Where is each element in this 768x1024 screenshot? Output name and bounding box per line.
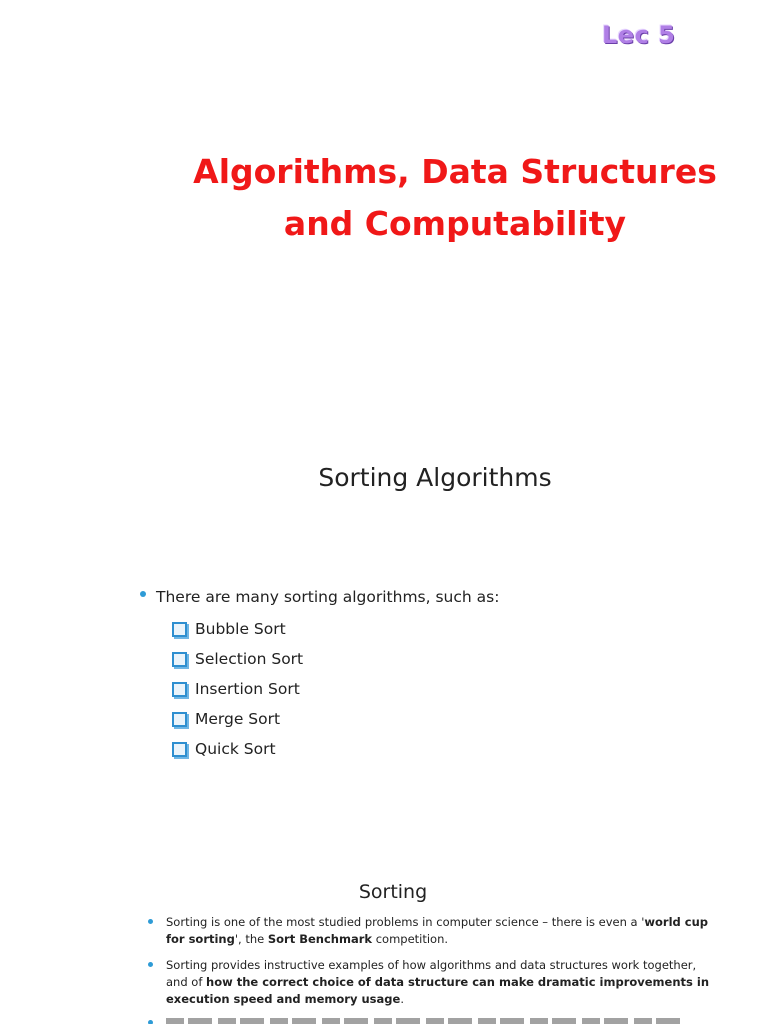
paragraph-list bbox=[148, 914, 718, 1017]
paragraph-text: . bbox=[400, 992, 404, 1006]
bullet-dot-icon bbox=[148, 962, 153, 967]
cut-off-paragraph bbox=[148, 1016, 708, 1024]
bullet-dot-icon bbox=[140, 591, 146, 597]
paragraph-bold: world cup for sorting bbox=[166, 915, 708, 946]
lecture-badge: Lec 5 bbox=[602, 21, 676, 49]
sorting-heading: Sorting bbox=[358, 881, 428, 903]
paragraph-text: Sorting is one of the most studied problems in computer science – there is even a ' bbox=[166, 915, 645, 929]
list-item bbox=[172, 614, 303, 644]
list-item bbox=[172, 644, 303, 674]
bullet-dot-icon bbox=[148, 919, 153, 924]
paragraph-text: competition. bbox=[372, 932, 449, 946]
algorithm-name: Selection Sort bbox=[195, 650, 304, 668]
course-title: Algorithms, Data Structures and Computability bbox=[193, 152, 717, 243]
checkbox-icon bbox=[172, 652, 187, 667]
intro-text: There are many sorting algorithms, such as: bbox=[156, 588, 500, 606]
list-item bbox=[172, 734, 303, 764]
bullet-dot-icon bbox=[148, 1020, 153, 1024]
intro-bullet bbox=[140, 586, 499, 608]
algorithm-list bbox=[172, 614, 303, 764]
checkbox-icon bbox=[172, 622, 187, 637]
paragraph-bold: how the correct choice of data structure can make dramatic improvements in execution speed and memory usage bbox=[166, 975, 710, 1006]
algorithm-name: Bubble Sort bbox=[195, 620, 286, 638]
checkbox-icon bbox=[172, 682, 187, 697]
algorithm-name: Quick Sort bbox=[195, 740, 276, 758]
algorithm-name: Merge Sort bbox=[195, 710, 281, 728]
checkbox-icon bbox=[172, 712, 187, 727]
paragraph-text: ', the bbox=[234, 932, 268, 946]
paragraph-text: Sorting provides instructive examples of how algorithms and data structures work together, and of bbox=[166, 958, 697, 989]
list-item bbox=[172, 704, 303, 734]
paragraph-item bbox=[148, 957, 718, 1008]
paragraph-bold: Sort Benchmark bbox=[267, 932, 373, 946]
checkbox-icon bbox=[172, 742, 187, 757]
paragraph-item bbox=[148, 914, 718, 948]
section-title: Sorting Algorithms bbox=[318, 463, 552, 492]
list-item bbox=[172, 674, 303, 704]
truncated-text bbox=[166, 1018, 686, 1024]
algorithm-name: Insertion Sort bbox=[195, 680, 300, 698]
